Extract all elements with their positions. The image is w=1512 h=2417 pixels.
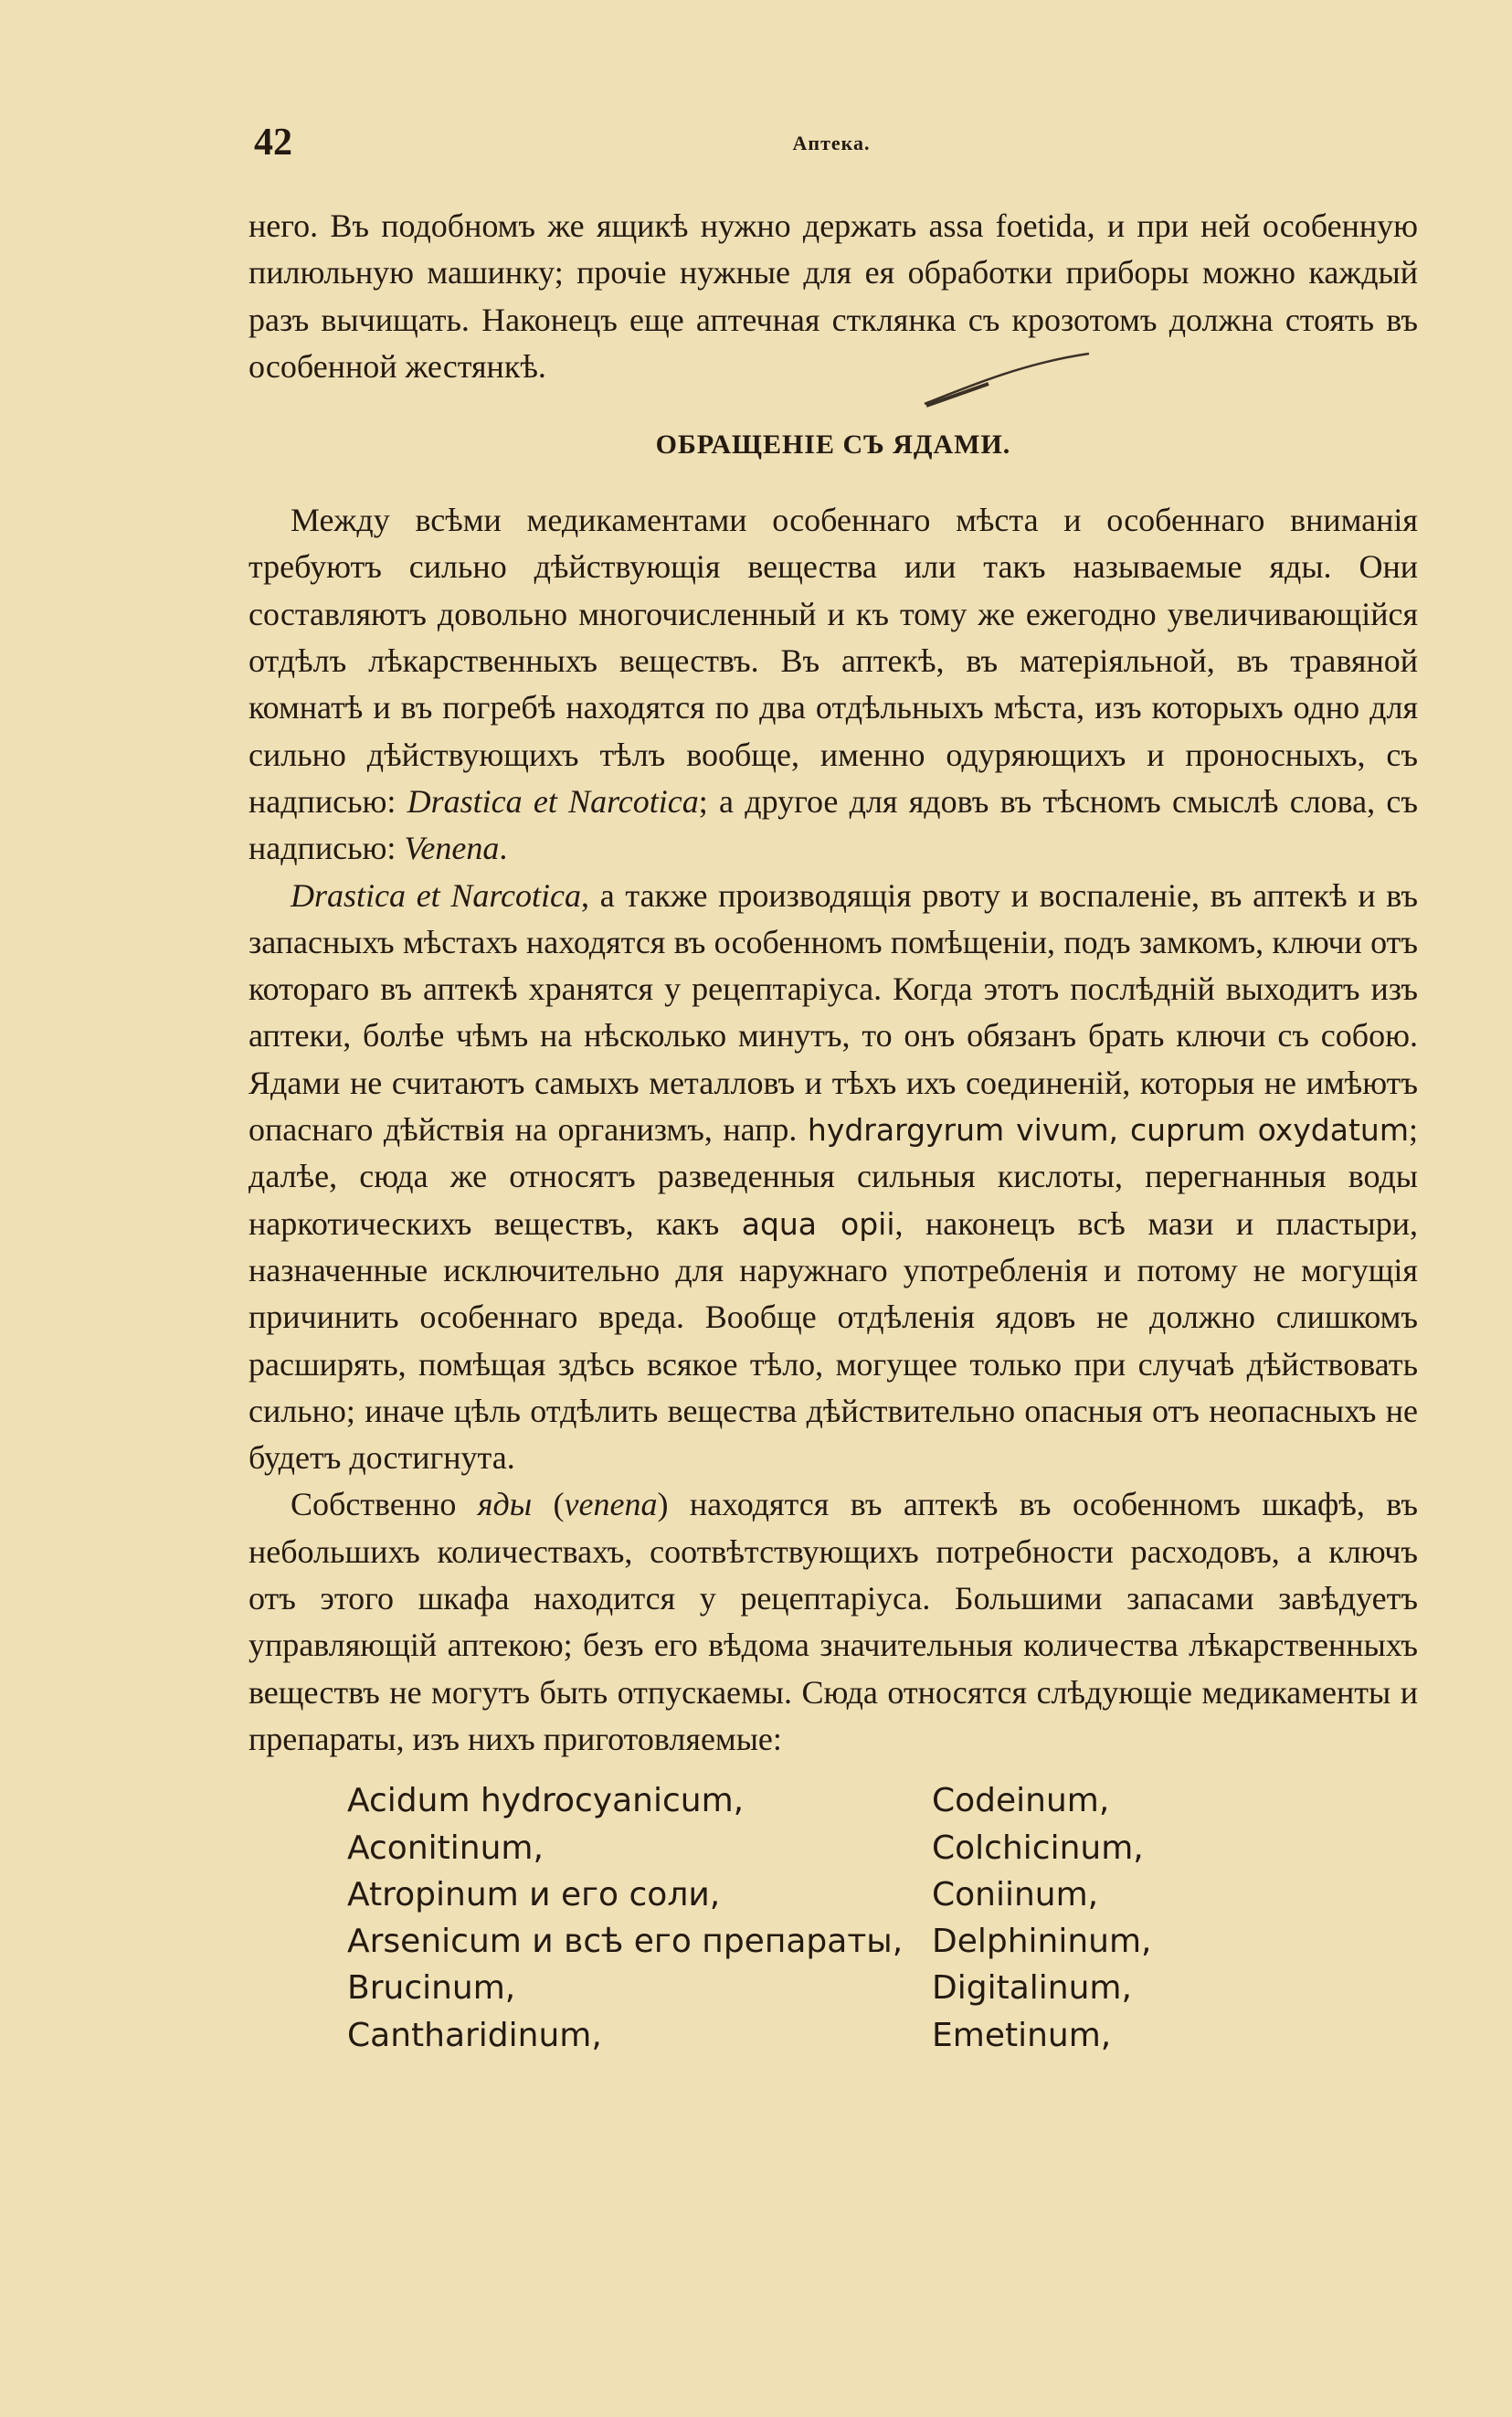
latin-term: hydrargyrum vivum, cuprum oxydatum — [807, 1112, 1409, 1149]
running-head: Аптека. — [792, 132, 871, 154]
paragraph-continued: него. Въ подобномъ же ящикѣ нужно держать assa foetida, и при ней особенную пилюльную машинку; прочіе нужные для ея обработки приборы можно каждый разъ вычищать. Наконецъ еще аптечная стклянка съ крозотомъ должна стоять въ особенной жестянкѣ. — [248, 207, 1418, 385]
term-poisons: яды — [477, 1486, 533, 1523]
list-item: Colchicinum, — [932, 1829, 1144, 1867]
label-drastica: Drastica et Narcotica — [291, 876, 582, 914]
paragraph-text: Между всѣми медикаментами особеннаго мѣста и особеннаго вниманія требуютъ сильно дѣйствующія вещества или такъ называемые яды. Они составляютъ довольно многочисленный и къ тому же ежегодно увеличивающійся отдѣлъ лѣкарственныхъ веществъ. Въ аптекѣ, въ матеріяльной, въ травяной комнатѣ и въ погребѣ находятся по два отдѣльныхъ мѣста, изъ которыхъ одно для сильно дѣйствующихъ тѣлъ вообще, именно одуряющихъ и проносныхъ, съ надписью: — [248, 502, 1418, 820]
list-item: Delphininum, — [932, 1923, 1152, 1961]
paragraph-text: , наконецъ всѣ мази и пластыри, назначенные исключительно для наружнаго употребленія и потому не могущія причинить особеннаго вреда. Вообще отдѣленія ядовъ не должно слишкомъ расширять, помѣщая здѣсь всякое тѣло, могущее только при случаѣ дѣйствовать сильно; иначе цѣль отдѣлить вещества дѣйствительно опасныя отъ неопасныхъ не будетъ достигнута. — [248, 1204, 1418, 1477]
text-block — [248, 203, 1418, 2059]
paragraph-text: ; а другое для ядовъ въ тѣсномъ смыслѣ слова, съ надписью: — [248, 782, 1418, 867]
paragraph-text: , а также производящія рвоту и воспаленіе, въ аптекѣ и въ запасныхъ мѣстахъ находятся въ особенномъ помѣщеніи, подъ замкомъ, ключи отъ котораго въ аптекѣ хранятся у рецептаріуса. Когда этотъ послѣдній выходитъ изъ аптеки, болѣе чѣмъ на нѣсколько минутъ, то онъ обязанъ брать ключи съ собою. Ядами не считаютъ самыхъ металловъ и тѣхъ ихъ соединеній, которыя не имѣютъ опаснаго дѣйствія на организмъ, напр. — [248, 876, 1418, 1149]
list-item: Codeinum, — [932, 1782, 1110, 1820]
page-number: 42 — [254, 122, 292, 164]
section-heading: ОБРАЩЕНІЕ СЪ ЯДАМИ. — [655, 429, 1011, 461]
page-header — [247, 121, 1416, 175]
paragraph-text: ) находятся въ аптекѣ въ особенномъ шкафѣ, въ небольшихъ количествахъ, соотвѣтствующихъ потребности расходовъ, а ключъ отъ этого шкафа находится у рецептаріуса. Большими запасами завѣдуетъ управляющій аптекою; безъ его вѣдома значительныя количества лѣкарственныхъ веществъ не могутъ быть отпускаемы. Сюда относятся слѣдующіе медикаменты и препараты, изъ нихъ приготовляемые: — [248, 1486, 1418, 1757]
latin-term: aqua opii — [741, 1205, 895, 1242]
paragraph-poisons-intro — [248, 497, 1418, 872]
paragraph-text: Собственно — [291, 1486, 478, 1523]
list-item: Emetinum, — [932, 2016, 1112, 2054]
list-item: Digitalinum, — [932, 1969, 1132, 2008]
paragraph-text: ; далѣе, сюда же относятъ разведенныя сильныя кислоты, перегнанныя воды наркотическихъ веществъ, какъ — [248, 1111, 1418, 1242]
label-venena: Venena — [404, 830, 500, 867]
list-item: Brucinum, — [347, 1969, 516, 2008]
label-drastica: Drastica et Narcotica — [407, 782, 699, 820]
list-item: Aconitinum, — [347, 1829, 544, 1867]
paragraph-text: ( — [532, 1486, 565, 1523]
list-item: Coniinum, — [932, 1875, 1099, 1913]
list-item: Cantharidinum, — [347, 2016, 602, 2054]
list-item: Acidum hydrocyanicum, — [347, 1782, 745, 1820]
list-item: Arsenicum и всѣ его препараты, — [347, 1923, 904, 1961]
list-item: Atropinum и его соли, — [347, 1875, 721, 1913]
paragraph-drastica — [248, 873, 1418, 1482]
term-venena: venena — [564, 1486, 658, 1523]
paragraph-venena — [248, 1481, 1418, 1763]
substance-list — [347, 1777, 1418, 2059]
paragraph-text: . — [499, 830, 508, 867]
